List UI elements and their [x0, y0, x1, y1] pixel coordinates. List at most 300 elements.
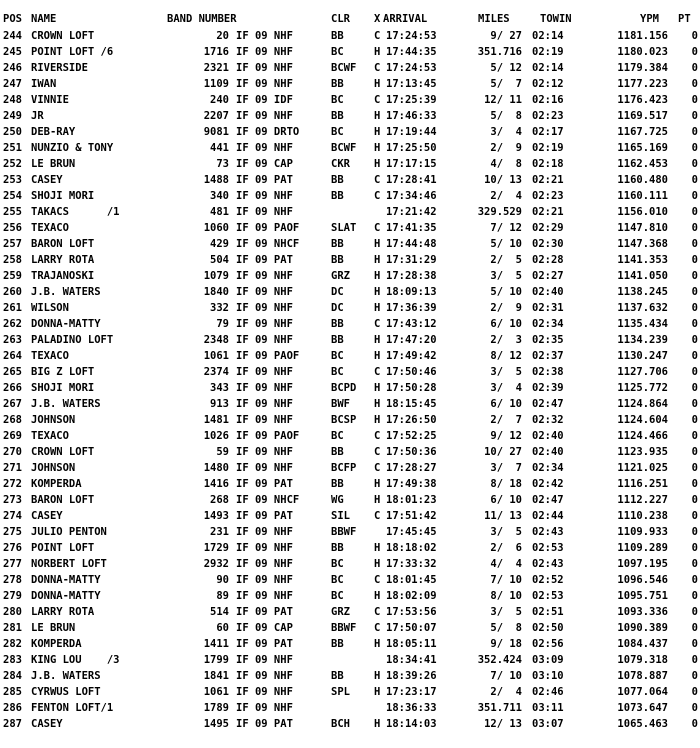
row-number: IF 09 NHF	[236, 190, 293, 202]
row-band: 2374	[203, 366, 229, 378]
row-ypm: 1095.751	[617, 590, 668, 602]
row-arrival: 17:49:38	[386, 478, 437, 490]
table-row	[0, 714, 700, 734]
row-miles: 12/ 11	[484, 94, 522, 106]
row-miles: 4/ 8	[490, 158, 522, 170]
row-name: BIG Z LOFT	[31, 366, 95, 378]
row-band: 1716	[203, 46, 229, 58]
row-number: IF 09 PAOF	[236, 430, 300, 442]
row-pos: 250	[3, 126, 22, 138]
row-pos: 282	[3, 638, 22, 650]
row-pt: 0	[691, 606, 698, 618]
row-x: C	[374, 174, 381, 186]
row-miles: 11/ 13	[484, 510, 522, 522]
row-towin: 02:19	[532, 142, 564, 154]
row-arrival: 17:50:28	[386, 382, 437, 394]
row-clr: BB	[331, 174, 344, 186]
row-x: H	[374, 78, 381, 90]
row-pt: 0	[691, 686, 698, 698]
row-x: H	[374, 478, 381, 490]
row-number: IF 09 NHF	[236, 654, 293, 666]
row-band: 240	[210, 94, 229, 106]
row-x: H	[374, 414, 381, 426]
row-pos: 269	[3, 430, 22, 442]
row-arrival: 18:02:09	[386, 590, 437, 602]
row-miles: 7/ 10	[490, 574, 522, 586]
row-band: 1481	[203, 414, 229, 426]
row-arrival: 17:33:32	[386, 558, 437, 570]
row-number: IF 09 NHF	[236, 462, 293, 474]
row-number: IF 09 PAT	[236, 718, 293, 730]
row-number: IF 09 NHF	[236, 702, 293, 714]
row-name: LARRY ROTA	[31, 254, 95, 266]
header-clr: CLR	[331, 13, 350, 25]
row-clr: BCPD	[331, 382, 357, 394]
row-pt: 0	[691, 590, 698, 602]
row-clr: BWF	[331, 398, 350, 410]
row-pos: 279	[3, 590, 22, 602]
row-name: CASEY	[31, 510, 63, 522]
row-number: IF 09 NHF	[236, 366, 293, 378]
row-pos: 281	[3, 622, 22, 634]
row-band: 1411	[203, 638, 229, 650]
row-number: IF 09 NHF	[236, 670, 293, 682]
row-towin: 02:34	[532, 462, 564, 474]
row-x: H	[374, 286, 381, 298]
row-miles: 352.424	[477, 654, 522, 666]
row-name: JOHNSON	[31, 414, 76, 426]
row-x: C	[374, 62, 381, 74]
row-pos: 256	[3, 222, 22, 234]
row-ypm: 1112.227	[617, 494, 668, 506]
row-ypm: 1179.384	[617, 62, 668, 74]
row-ypm: 1180.023	[617, 46, 668, 58]
row-arrival: 17:50:46	[386, 366, 437, 378]
row-pt: 0	[691, 158, 698, 170]
row-pt: 0	[691, 254, 698, 266]
row-band: 429	[210, 238, 229, 250]
row-clr: SLAT	[331, 222, 357, 234]
row-pt: 0	[691, 430, 698, 442]
row-pt: 0	[691, 718, 698, 730]
row-number: IF 09 PAT	[236, 606, 293, 618]
row-band: 441	[210, 142, 229, 154]
row-pos: 283	[3, 654, 22, 666]
row-towin: 02:56	[532, 638, 564, 650]
row-clr: BB	[331, 78, 344, 90]
row-pos: 286	[3, 702, 22, 714]
row-x: H	[374, 254, 381, 266]
row-x: C	[374, 222, 381, 234]
row-towin: 02:51	[532, 606, 564, 618]
row-ypm: 1116.251	[617, 478, 668, 490]
row-ypm: 1109.933	[617, 526, 668, 538]
row-miles: 5/ 8	[490, 622, 522, 634]
row-towin: 02:47	[532, 398, 564, 410]
row-band: 1480	[203, 462, 229, 474]
row-x: H	[374, 718, 381, 730]
row-miles: 351.716	[477, 46, 522, 58]
row-arrival: 17:28:27	[386, 462, 437, 474]
row-number: IF 09 PAT	[236, 478, 293, 490]
row-miles: 5/ 12	[490, 62, 522, 74]
row-number: IF 09 NHF	[236, 286, 293, 298]
row-pt: 0	[691, 270, 698, 282]
row-miles: 329.529	[477, 206, 522, 218]
row-name: J.B. WATERS	[31, 286, 101, 298]
row-arrival: 18:09:13	[386, 286, 437, 298]
row-clr: BB	[331, 30, 344, 42]
row-pt: 0	[691, 62, 698, 74]
row-miles: 8/ 18	[490, 478, 522, 490]
row-ypm: 1065.463	[617, 718, 668, 730]
row-clr: SIL	[331, 510, 350, 522]
row-pos: 285	[3, 686, 22, 698]
row-name: TEXACO	[31, 350, 69, 362]
row-miles: 9/ 18	[490, 638, 522, 650]
row-name: NUNZIO & TONY	[31, 142, 114, 154]
row-towin: 02:23	[532, 190, 564, 202]
row-arrival: 17:36:39	[386, 302, 437, 314]
row-clr: CKR	[331, 158, 350, 170]
row-ypm: 1097.195	[617, 558, 668, 570]
row-pt: 0	[691, 382, 698, 394]
row-x: C	[374, 462, 381, 474]
row-towin: 02:12	[532, 78, 564, 90]
row-arrival: 18:36:33	[386, 702, 437, 714]
row-pos: 244	[3, 30, 22, 42]
header-miles: MILES	[478, 13, 510, 25]
row-clr: BCFP	[331, 462, 357, 474]
row-number: IF 09 NHF	[236, 78, 293, 90]
row-pt: 0	[691, 46, 698, 58]
row-pos: 274	[3, 510, 22, 522]
row-pos: 249	[3, 110, 22, 122]
row-pos: 258	[3, 254, 22, 266]
row-x: H	[374, 238, 381, 250]
row-miles: 3/ 5	[490, 526, 522, 538]
row-pos: 260	[3, 286, 22, 298]
header-arrival: ARRIVAL	[383, 13, 428, 25]
row-arrival: 18:39:26	[386, 670, 437, 682]
row-clr: BB	[331, 190, 344, 202]
row-miles: 2/ 4	[490, 190, 522, 202]
row-band: 504	[210, 254, 229, 266]
row-miles: 5/ 8	[490, 110, 522, 122]
row-towin: 02:37	[532, 350, 564, 362]
row-pt: 0	[691, 366, 698, 378]
row-clr: BC	[331, 590, 344, 602]
row-towin: 02:38	[532, 366, 564, 378]
row-miles: 2/ 3	[490, 334, 522, 346]
row-pt: 0	[691, 30, 698, 42]
row-ypm: 1124.864	[617, 398, 668, 410]
row-towin: 03:09	[532, 654, 564, 666]
row-number: IF 09 NHCF	[236, 238, 300, 250]
row-clr: BB	[331, 334, 344, 346]
row-miles: 3/ 5	[490, 270, 522, 282]
row-ypm: 1138.245	[617, 286, 668, 298]
row-towin: 02:35	[532, 334, 564, 346]
row-clr: BC	[331, 430, 344, 442]
row-arrival: 17:25:50	[386, 142, 437, 154]
row-ypm: 1165.169	[617, 142, 668, 154]
row-miles: 351.711	[477, 702, 522, 714]
row-arrival: 17:43:12	[386, 318, 437, 330]
row-band: 1079	[203, 270, 229, 282]
row-band: 60	[216, 622, 229, 634]
row-clr: BC	[331, 366, 344, 378]
row-pt: 0	[691, 222, 698, 234]
row-band: 89	[216, 590, 229, 602]
row-x: H	[374, 670, 381, 682]
row-number: IF 09 PAT	[236, 638, 293, 650]
row-number: IF 09 NHF	[236, 446, 293, 458]
row-clr: BC	[331, 574, 344, 586]
row-clr: BC	[331, 126, 344, 138]
row-clr: SPL	[331, 686, 350, 698]
row-name: LE BRUN	[31, 622, 76, 634]
row-clr: BBWF	[331, 622, 357, 634]
row-name: POINT LOFT	[31, 542, 95, 554]
row-band: 90	[216, 574, 229, 586]
row-band: 2207	[203, 110, 229, 122]
row-clr: BB	[331, 478, 344, 490]
row-clr: BC	[331, 558, 344, 570]
row-pos: 275	[3, 526, 22, 538]
row-arrival: 18:15:45	[386, 398, 437, 410]
row-miles: 2/ 9	[490, 142, 522, 154]
row-towin: 02:21	[532, 206, 564, 218]
row-miles: 10/ 27	[484, 446, 522, 458]
row-arrival: 17:28:41	[386, 174, 437, 186]
row-pos: 253	[3, 174, 22, 186]
row-name: KOMPERDA	[31, 478, 82, 490]
row-ypm: 1110.238	[617, 510, 668, 522]
row-x: H	[374, 542, 381, 554]
row-band: 79	[216, 318, 229, 330]
row-pt: 0	[691, 670, 698, 682]
row-name: POINT LOFT /6	[31, 46, 114, 58]
row-ypm: 1096.546	[617, 574, 668, 586]
row-ypm: 1093.336	[617, 606, 668, 618]
row-clr: BB	[331, 238, 344, 250]
row-pos: 247	[3, 78, 22, 90]
row-name: CROWN LOFT	[31, 30, 95, 42]
row-x: H	[374, 686, 381, 698]
row-ypm: 1123.935	[617, 446, 668, 458]
row-x: H	[374, 46, 381, 58]
row-ypm: 1160.111	[617, 190, 668, 202]
row-ypm: 1125.772	[617, 382, 668, 394]
row-name: J.B. WATERS	[31, 670, 101, 682]
row-clr: BCWF	[331, 62, 357, 74]
row-name: FENTON LOFT/1	[31, 702, 114, 714]
row-x: C	[374, 318, 381, 330]
row-pt: 0	[691, 494, 698, 506]
row-pt: 0	[691, 702, 698, 714]
row-band: 1495	[203, 718, 229, 730]
row-clr: BB	[331, 638, 344, 650]
row-pos: 280	[3, 606, 22, 618]
row-miles: 6/ 10	[490, 318, 522, 330]
header-towin: TOWIN	[540, 13, 572, 25]
row-name: DONNA-MATTY	[31, 590, 101, 602]
row-band: 514	[210, 606, 229, 618]
row-number: IF 09 NHF	[236, 110, 293, 122]
row-ypm: 1130.247	[617, 350, 668, 362]
row-band: 1061	[203, 350, 229, 362]
row-ypm: 1181.156	[617, 30, 668, 42]
row-arrival: 18:05:11	[386, 638, 437, 650]
row-band: 2932	[203, 558, 229, 570]
row-number: IF 09 NHF	[236, 46, 293, 58]
row-name: WILSON	[31, 302, 69, 314]
row-band: 1109	[203, 78, 229, 90]
row-miles: 9/ 27	[490, 30, 522, 42]
row-ypm: 1078.887	[617, 670, 668, 682]
row-miles: 7/ 12	[490, 222, 522, 234]
row-miles: 3/ 4	[490, 382, 522, 394]
row-towin: 02:34	[532, 318, 564, 330]
row-towin: 02:16	[532, 94, 564, 106]
row-pt: 0	[691, 398, 698, 410]
row-towin: 02:18	[532, 158, 564, 170]
row-number: IF 09 NHF	[236, 398, 293, 410]
row-name: SHOJI MORI	[31, 382, 95, 394]
row-pt: 0	[691, 638, 698, 650]
row-clr: GRZ	[331, 606, 350, 618]
row-towin: 02:47	[532, 494, 564, 506]
row-arrival: 17:50:07	[386, 622, 437, 634]
row-pos: 277	[3, 558, 22, 570]
row-number: IF 09 NHF	[236, 382, 293, 394]
row-ypm: 1079.318	[617, 654, 668, 666]
row-miles: 6/ 10	[490, 398, 522, 410]
row-band: 332	[210, 302, 229, 314]
row-ypm: 1124.466	[617, 430, 668, 442]
row-band: 1026	[203, 430, 229, 442]
row-miles: 9/ 12	[490, 430, 522, 442]
row-x: C	[374, 94, 381, 106]
row-band: 1061	[203, 686, 229, 698]
row-name: TEXACO	[31, 222, 69, 234]
row-miles: 7/ 10	[490, 670, 522, 682]
row-band: 340	[210, 190, 229, 202]
row-x: H	[374, 638, 381, 650]
row-pt: 0	[691, 350, 698, 362]
row-arrival: 17:44:48	[386, 238, 437, 250]
row-x: C	[374, 430, 381, 442]
row-miles: 3/ 5	[490, 606, 522, 618]
row-x: H	[374, 126, 381, 138]
row-miles: 2/ 5	[490, 254, 522, 266]
row-arrival: 17:51:42	[386, 510, 437, 522]
row-miles: 10/ 13	[484, 174, 522, 186]
row-ypm: 1167.725	[617, 126, 668, 138]
row-pos: 264	[3, 350, 22, 362]
row-miles: 8/ 10	[490, 590, 522, 602]
row-x: C	[374, 574, 381, 586]
row-ypm: 1134.239	[617, 334, 668, 346]
row-towin: 02:53	[532, 590, 564, 602]
row-pt: 0	[691, 110, 698, 122]
row-x: H	[374, 158, 381, 170]
row-clr: BB	[331, 254, 344, 266]
row-towin: 02:17	[532, 126, 564, 138]
row-name: CROWN LOFT	[31, 446, 95, 458]
row-arrival: 18:18:02	[386, 542, 437, 554]
row-pos: 252	[3, 158, 22, 170]
row-x: H	[374, 382, 381, 394]
row-towin: 02:14	[532, 30, 564, 42]
row-pos: 255	[3, 206, 22, 218]
row-band: 20	[216, 30, 229, 42]
row-pos: 273	[3, 494, 22, 506]
row-clr: DC	[331, 286, 344, 298]
row-arrival: 17:19:44	[386, 126, 437, 138]
row-pt: 0	[691, 462, 698, 474]
row-arrival: 17:47:20	[386, 334, 437, 346]
row-pos: 261	[3, 302, 22, 314]
row-clr: BB	[331, 110, 344, 122]
row-ypm: 1121.025	[617, 462, 668, 474]
row-towin: 02:42	[532, 478, 564, 490]
row-pos: 248	[3, 94, 22, 106]
row-number: IF 09 NHF	[236, 542, 293, 554]
row-x: C	[374, 366, 381, 378]
row-pt: 0	[691, 414, 698, 426]
row-ypm: 1177.223	[617, 78, 668, 90]
row-pos: 272	[3, 478, 22, 490]
row-towin: 02:21	[532, 174, 564, 186]
row-name: JR	[31, 110, 44, 122]
row-towin: 02:40	[532, 286, 564, 298]
row-ypm: 1127.706	[617, 366, 668, 378]
row-miles: 8/ 12	[490, 350, 522, 362]
row-name: TEXACO	[31, 430, 69, 442]
row-towin: 02:30	[532, 238, 564, 250]
row-miles: 3/ 4	[490, 126, 522, 138]
row-name: KOMPERDA	[31, 638, 82, 650]
row-clr: BB	[331, 446, 344, 458]
row-arrival: 17:52:25	[386, 430, 437, 442]
row-x: C	[374, 190, 381, 202]
row-pos: 278	[3, 574, 22, 586]
row-arrival: 17:17:15	[386, 158, 437, 170]
row-name: DONNA-MATTY	[31, 318, 101, 330]
row-towin: 02:52	[532, 574, 564, 586]
row-clr: BCSP	[331, 414, 357, 426]
row-arrival: 17:24:53	[386, 62, 437, 74]
row-number: IF 09 DRTO	[236, 126, 300, 138]
row-miles: 2/ 7	[490, 414, 522, 426]
row-pt: 0	[691, 622, 698, 634]
row-x: H	[374, 350, 381, 362]
row-name: DEB-RAY	[31, 126, 76, 138]
row-ypm: 1124.604	[617, 414, 668, 426]
row-x: H	[374, 270, 381, 282]
row-arrival: 18:01:45	[386, 574, 437, 586]
row-band: 1493	[203, 510, 229, 522]
row-number: IF 09 IDF	[236, 94, 293, 106]
row-arrival: 17:31:29	[386, 254, 437, 266]
row-number: IF 09 NHF	[236, 414, 293, 426]
header-name: NAME	[31, 13, 57, 25]
row-ypm: 1160.480	[617, 174, 668, 186]
row-number: IF 09 PAT	[236, 254, 293, 266]
row-x: C	[374, 446, 381, 458]
